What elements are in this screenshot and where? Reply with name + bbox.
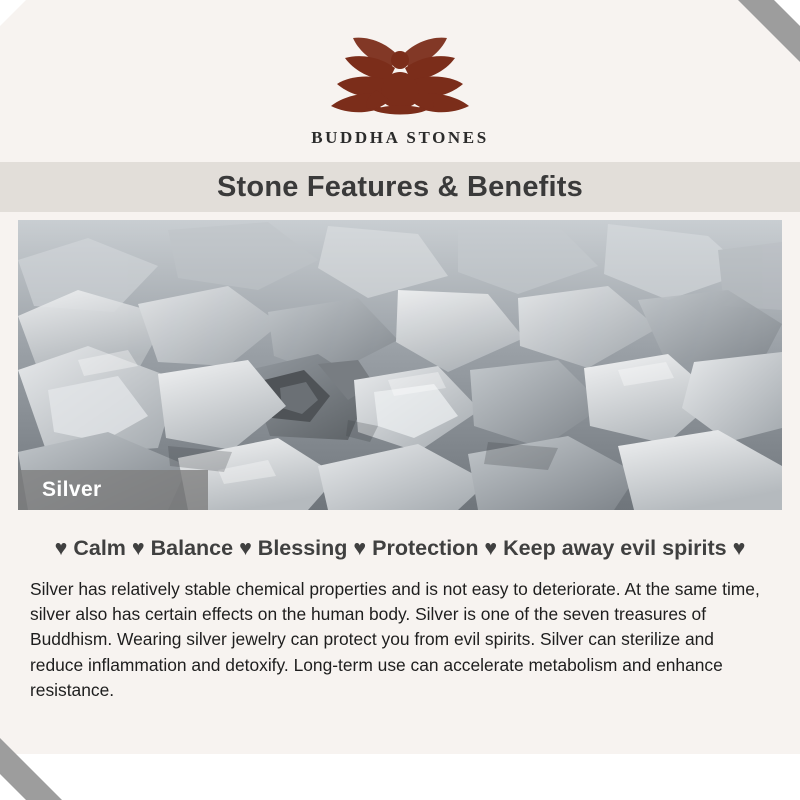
corner-notch-bottom-left: [0, 774, 26, 800]
bottom-spacer: [0, 754, 800, 800]
stone-name-badge: [18, 470, 208, 510]
brand-name: BUDDHA STONES: [311, 128, 489, 147]
lotus-meditation-icon: [315, 24, 485, 122]
corner-notch-top-right: [774, 0, 800, 26]
corner-notch-bottom-right: [774, 774, 800, 800]
corner-notch-top-left: [0, 0, 26, 26]
stone-description: Silver has relatively stable chemical properties and is not easy to deteriorate. At the same time, silver also has certain effects on the human body. Silver is one of the seven treasures of Buddhism. Wearing silver jewelry can protect you from evil spirits. Silver can sterilize and reduce inflammation and detoxify. Long-term use can accelerate metabolism and enhance resistance.: [30, 579, 760, 700]
page-title: Stone Features & Benefits: [217, 170, 583, 203]
stone-name: Silver: [42, 478, 102, 501]
title-banner: [0, 162, 800, 212]
silver-ore-photo: [18, 220, 782, 510]
hero-image: [18, 220, 782, 510]
benefit-keywords: ♥ Calm ♥ Balance ♥ Blessing ♥ Protection ♥ Keep away evil spirits ♥: [54, 536, 746, 560]
brand-header: [0, 0, 800, 148]
